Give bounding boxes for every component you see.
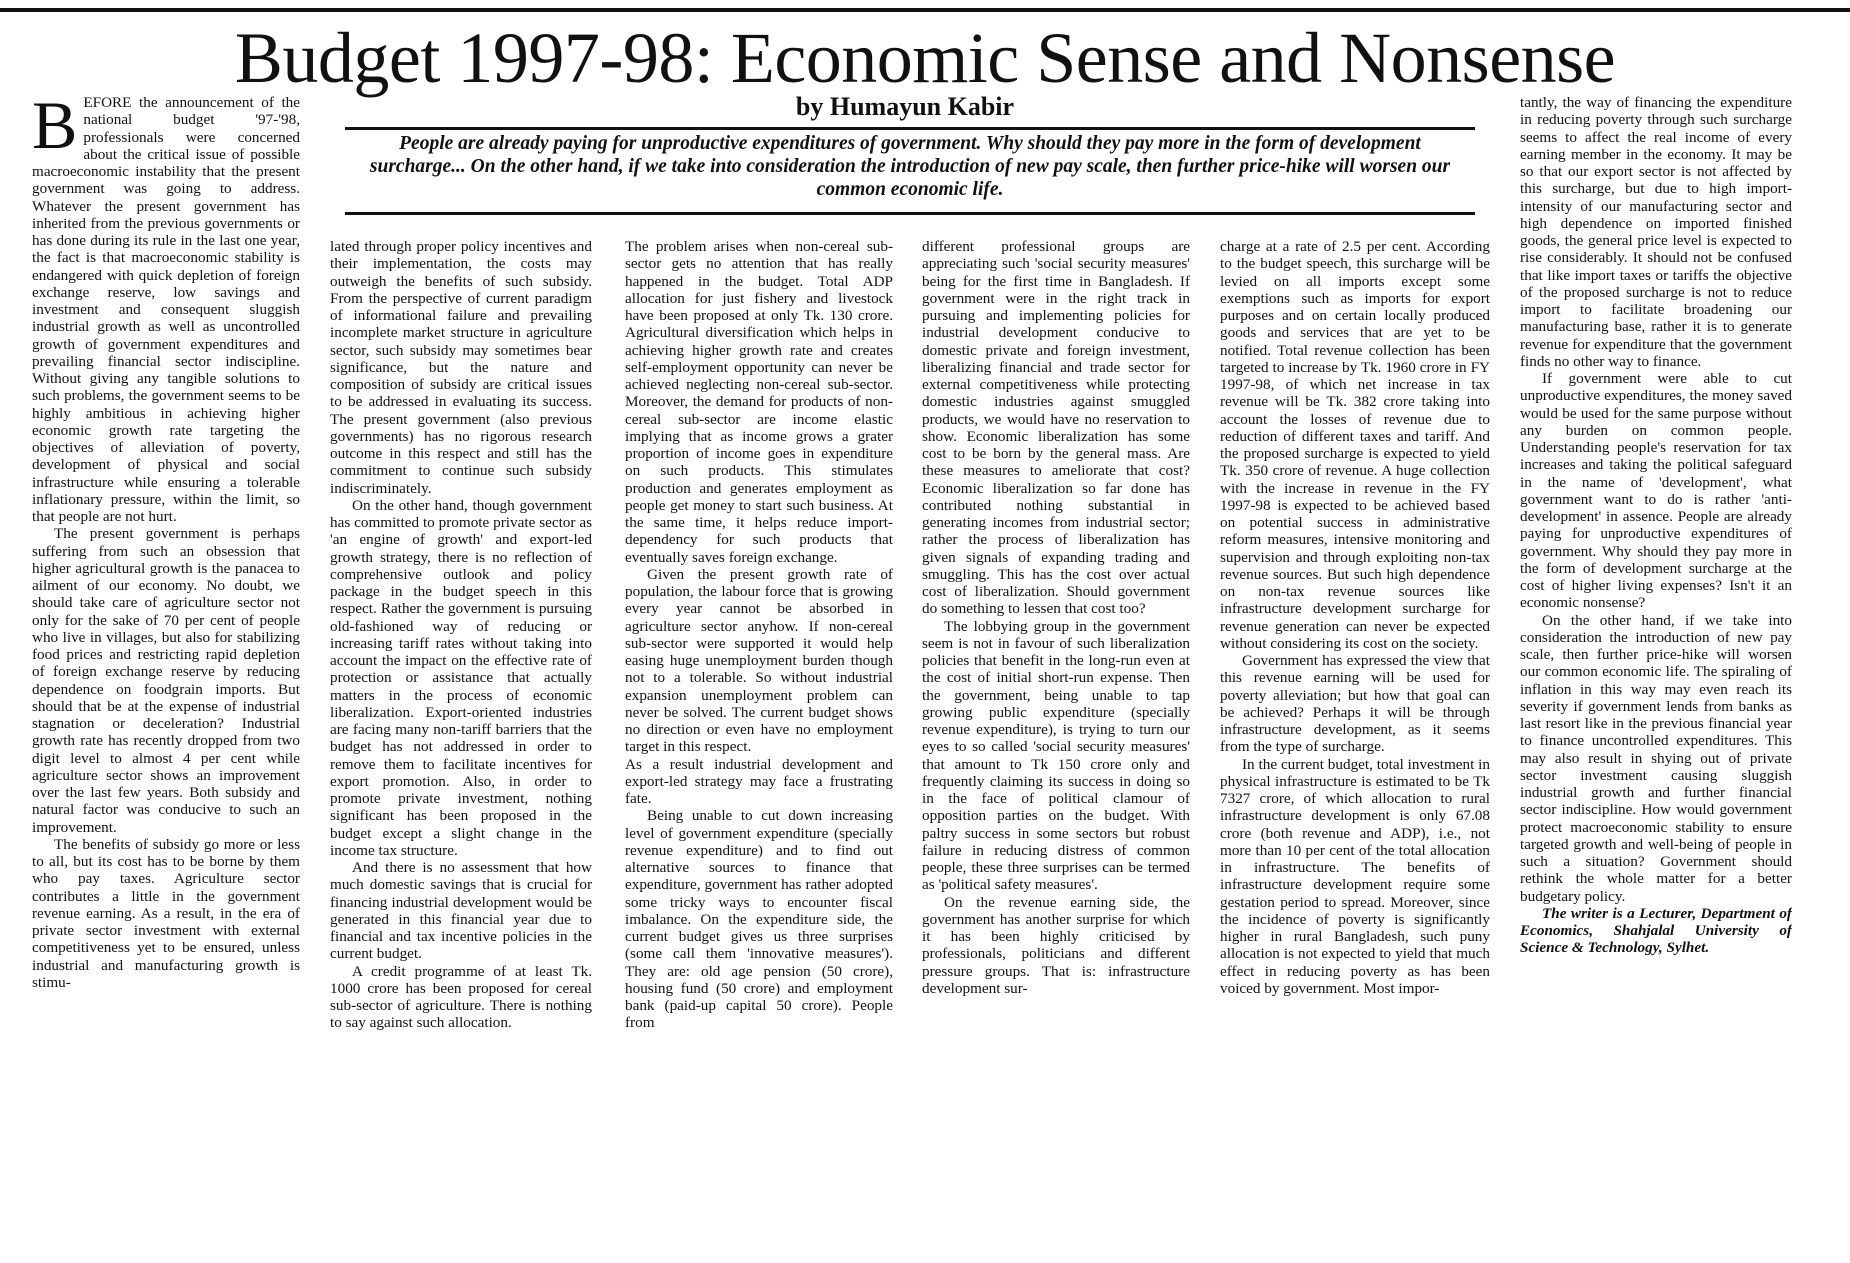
paragraph: The present government is perhaps suffering from such an obsession that higher agricultural growth is the panacea to ailment of our economy. No doubt, we should take care of agriculture sector not only for the sake of 70 per cent of people who live in villages, but also for stabilizing food prices and restricting rapid depletion of foreign exchange reserve by reducing dependence on foodgrain imports. But should that be at the expense of industrial stagnation or deceleration? Industrial growth rate has recently dropped from two digit level to almost 4 per cent while agriculture sector shows an improvement over the last few years. Both subsidy and natural factor was conducive to such an improvement. xyxy=(32,525,300,836)
paragraph: As a result industrial development and export-led strategy may face a frustrating fate. xyxy=(625,755,893,807)
paragraph: And there is no assessment that how much domestic savings that is crucial for financing industrial development would be generated in this financial year due to financial and tax incentive policies in the current budget. xyxy=(330,859,592,963)
paragraph: EFORE the announcement of the national budget '97-'98, professionals were concerned about the critical issue of possible macroeconomic instability that the present government was going to address. Whatever the present government has inherited from the previous governments or has done during its rule in the last one year, the fact is that macroeconomic stability is endangered with quick depletion of foreign exchange reserve, low savings and investment and consequent sluggish industrial growth as well as uncontrolled growth of government expenditures and prevailing financial sector indiscipline. Without giving any tangible solutions to such problems, the government seems to be highly ambitious in achieving higher economic growth rate targeting the objectives of alleviation of poverty, development of physical and social infrastructure while ensuring a tolerable inflationary pressure, within the limit, so that people are not hurt. xyxy=(32,94,300,525)
paragraph: On the revenue earning side, the government has another surprise for which it has been highly criticised by professionals, politicians and different pressure groups. That is: infrastructure development sur- xyxy=(922,893,1190,997)
column-6 xyxy=(1520,94,1792,1259)
paragraph: charge at a rate of 2.5 per cent. According to the budget speech, this surcharge will be levied on all imports except some exemptions such as imports for export purposes and on certain locally produced goods and services that are yet to be notified. Total revenue collection has been targeted to increase by Tk. 1960 crore in FY 1997-98, of which net increase in tax revenue will be Tk. 382 crore taking into account the losses of revenue due to reduction of different taxes and tariff. And the proposed surcharge is expected to yield Tk. 350 crore of revenue. A huge collection with the increase in revenue in the FY 1997-98 is expected to be achieved based on potential success in administrative reform measures, intensive monitoring and supervision and through exploiting non-tax revenue sources. But such high dependence on non-tax revenue sources like infrastructure development surcharge for revenue generation can never be expected without considering its cost on the society. xyxy=(1220,238,1490,652)
paragraph: A credit programme of at least Tk. 1000 crore has been proposed for cereal sub-sector of agriculture. There is nothing to say against such allocation. xyxy=(330,962,592,1032)
paragraph: Government has expressed the view that this revenue earning will be used for poverty alleviation; but how that goal can be achieved? Perhaps it will be through infrastructure development, as it seems from the type of surcharge. xyxy=(1220,652,1490,756)
masthead-rule xyxy=(0,8,1850,12)
paragraph: Given the present growth rate of population, the labour force that is growing every year cannot be absorbed in agriculture sector anyhow. If non-cereal sub-sector were supported it would help easing huge unemployment burden though not to a tolerable. So without industrial expansion unemployment problem can never be solved. The current budget shows no direction or even have no employment target in this respect. xyxy=(625,565,893,756)
column-5 xyxy=(1220,238,1490,1260)
column-3 xyxy=(625,238,893,1260)
paragraph: Being unable to cut down increasing level of government expenditure (specially revenue expenditure) and to find out alternative sources to finance that expenditure, government has rather adopted some tricky ways to encounter fiscal imbalance. On the expenditure side, the current budget gives us three surprises (some call them 'innovative measures'). They are: old age pension (50 crore), housing fund (50 crore) and employment bank (paid-up capital 50 crore). People from xyxy=(625,807,893,1032)
paragraph: The lobbying group in the government seem is not in favour of such liberalization policies that benefit in the long-run even at the cost of initial short-run expense. Then the government, being unable to tap growing public expenditure (specially revenue expenditure), is trying to turn our eyes to so called 'social security measures' that amount to Tk 150 crore only and frequently claiming its success in doing so in the face of political clamour of opposition parties on the budget. With paltry success in some sectors but robust failure in reducing distress of common people, these three surprises can be termed as 'political safety measures'. xyxy=(922,617,1190,894)
paragraph: If government were able to cut unproductive expenditures, the money saved would be used for the same purpose without any burden on common people. Understanding people's reservation for tax increases and taking the political safeguard in the name of 'development', what government want to do is rather 'anti-development' in assence. People are already paying for unproductive expenditures of government. Why should they pay more in the form of development surcharge at the cost of higher living expenses? Isn't it an economic nonsense? xyxy=(1520,370,1792,612)
deck: People are already paying for unproductive expenditures of government. Why should they pay more in the form of development surcharge... On the other hand, if we take into consideration the introduction of new pay scale, then further price-hike will worsen our common economic life. xyxy=(369,133,1451,200)
paragraph: On the other hand, if we take into consideration the introduction of new pay scale, then further price-hike will worsen our common economic life. The spiraling of inflation in this way may even reach its severity if government lends from banks as last resort like in the previous financial year to finance uncontrolled expenditures. This may also result in shying out of private sector investment causing sluggish industrial growth and further financial sector indiscipline. How would government protect macroeconomic stability to ensure targeted growth and well-being of people in such a situation? Government should rethink the whole matter for a better budgetary policy. xyxy=(1520,611,1792,905)
deck-rule-bottom xyxy=(345,212,1475,215)
paragraph: On the other hand, though government has committed to promote private sector as 'an engine of growth' and export-led growth strategy, there is no reflection of comprehensive outlook and policy package in the budget speech in this respect. Rather the government is pursuing old-fashioned way of reducing or increasing tariff rates without taking into account the impact on the effective rate of protection or assistance that actually matters in the process of economic liberalization. Export-oriented industries are facing many non-tariff barriers that the budget has not addressed in order to remove them to facilitate incentives for export promotion. Also, in order to promote private investment, nothing significant has been proposed in the budget except a slight change in the income tax structure. xyxy=(330,496,592,859)
dropcap: B xyxy=(32,94,78,163)
paragraph: In the current budget, total investment in physical infrastructure is estimated to be Tk 7327 crore, of which allocation to rural infrastructure development is only 67.08 crore (both revenue and ADP), i.e., not more than 10 per cent of the total allocation in infrastructure. The benefits of infrastructure development require some gestation period to spread. Moreover, since the incidence of poverty is significantly higher in rural Bangladesh, such puny allocation is not expected to yield that much effect in reducing poverty as has been voiced by government. Most impor- xyxy=(1220,755,1490,997)
paragraph: lated through proper policy incentives and their implementation, the costs may outweigh the benefits of such subsidy. From the perspective of current paradigm of informational failure and prevailing incomplete market structure in agriculture sector, such subsidy may sometimes bear significance, but the nature and composition of subsidy are critical issues to be addressed in evaluating its success. The present government (also previous governments) has no rigorous research outcome in this respect and still has the commitment to continue such subsidy indiscriminately. xyxy=(330,238,592,497)
paragraph: The benefits of subsidy go more or less to all, but its cost has to be borne by them who pay taxes. Agriculture sector contributes a little in the government revenue earning. As a result, in the era of private sector investment with external competitiveness yet to be ensured, unless industrial and manufacturing growth is stimu- xyxy=(32,835,300,991)
column-2 xyxy=(330,238,592,1260)
column-4 xyxy=(922,238,1190,1260)
paragraph: The problem arises when non-cereal sub-sector gets no attention that has really happened in the budget. Total ADP allocation for just fishery and livestock have been proposed at only Tk. 130 crore. Agricultural diversification which helps in achieving higher growth rate and creates self-employment opportunity can never be achieved neglecting non-cereal sub-sector. Moreover, the demand for products of non-cereal sub-sector are income elastic implying that as income grows a grater proportion of income goes in expenditure on such products. This stimulates production and generates employment as people get money to start such business. At the same time, it helps reduce import-dependency for such products that eventually saves foreign exchange. xyxy=(625,238,893,566)
deck-rule-top xyxy=(345,127,1475,130)
paragraph: different professional groups are appreciating such 'social security measures' being for the first time in Bangladesh. If government were in the right track in pursuing and implementing policies for industrial development conducive to domestic private and foreign investment, liberalizing financial and trade sector for external competitiveness while protecting domestic industries against smuggled products, we would have no reservation to show. Economic liberalization has some cost to be born by the general mass. Are these measures to ameliorate that cost? Economic liberalization so far done has contributed nothing substantial in generating incomes from industrial sector; rather the process of liberalization has given signals of expanding trading and smuggling. This has the cost over actual cost of liberalization. Should government do something to lessen that cost too? xyxy=(922,238,1190,618)
headline: Budget 1997-98: Economic Sense and Nonsense xyxy=(234,18,1616,98)
paragraph: tantly, the way of financing the expenditure in reducing poverty through such surcharge seems to affect the real income of every earning member in the economy. It may be so that our export sector is not affected by this surcharge, but due to high import-intensity of our manufacturing sector and high dependence on imported finished goods, the general price level is expected to rise considerably. It should not be confused that like import taxes or tariffs the objective of the proposed surcharge is not to reduce import to facilitate broadening our manufacturing base, rather it is to generate revenue for expenditure that the government finds no other way to finance. xyxy=(1520,94,1792,370)
author-credit: The writer is a Lecturer, Department of Economics, Shahjalal University of Science & Technology, Sylhet. xyxy=(1520,904,1792,957)
byline: by Humayun Kabir xyxy=(795,92,1015,121)
column-1 xyxy=(32,94,300,1259)
